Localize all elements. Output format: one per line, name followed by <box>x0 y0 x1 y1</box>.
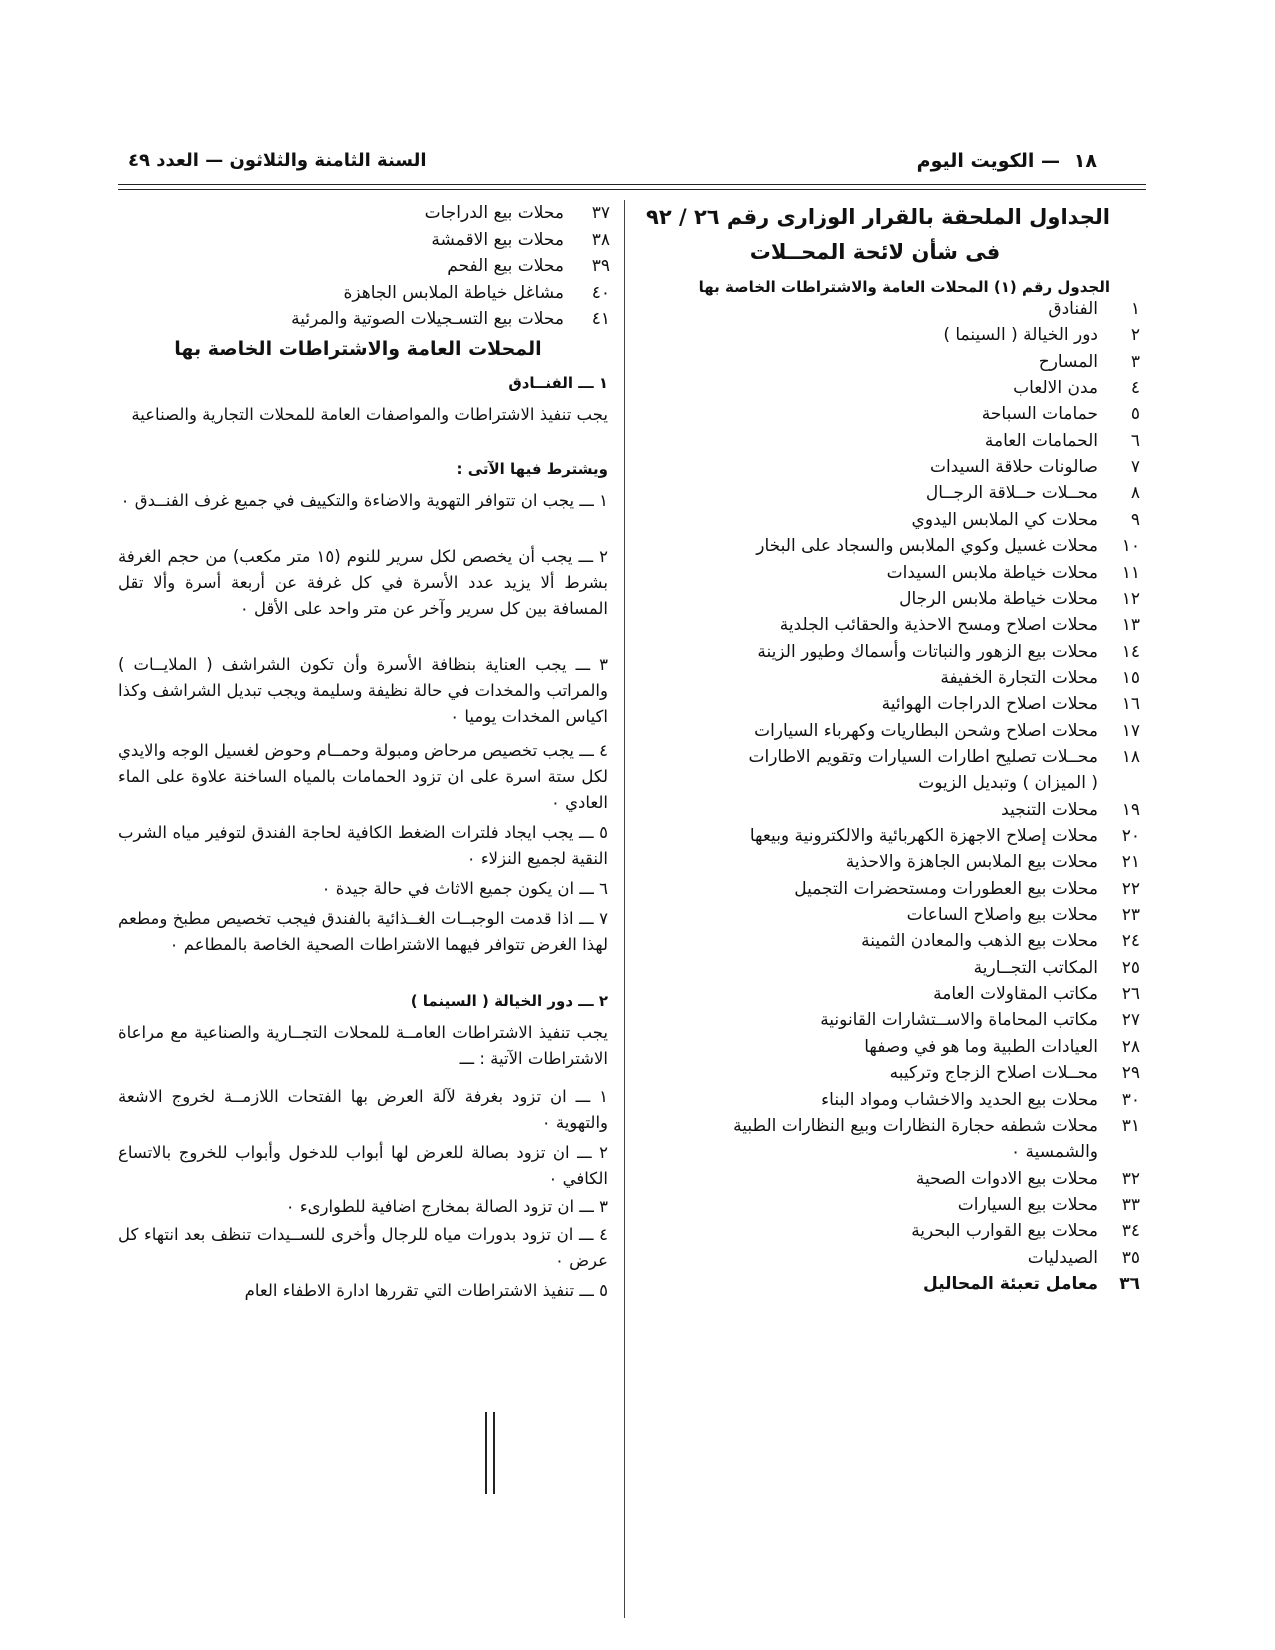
hotels-clause: ٣ ـــ يجب العناية بنظافة الأسرة وأن تكون الشراشف ( الملايــات ) والمراتب والمخدات في حالة نظيفة وسليمة ويجب تبديل الشراشف وكذا اكياس المخدات يوميا ٠ <box>118 655 608 727</box>
item-number: ٣١ <box>1121 1116 1140 1136</box>
cinema-clause: ٢ ـــ ان تزود بصالة للعرض لها أبواب للدخول وأبواب للخروج بالاتساع الكافي ٠ <box>118 1143 608 1189</box>
header-rule <box>118 184 1146 185</box>
item-number: ١٩ <box>1121 800 1140 820</box>
item-label: محــلات تصليح اطارات السيارات وتقويم الاطارات <box>748 747 1098 767</box>
item-number: ٥ <box>1130 404 1140 424</box>
item-label: محلات التنجيد <box>1001 800 1098 820</box>
item-number: ٢٠ <box>1121 826 1140 846</box>
item-number: ١٧ <box>1121 721 1140 741</box>
shop-type-item <box>630 691 1140 717</box>
item-label: مشاغل خياطة الملابس الجاهزة <box>343 283 564 303</box>
shop-type-item <box>630 639 1140 665</box>
shop-type-item <box>118 227 610 253</box>
item-label: محلات بيع الدراجات <box>424 203 564 223</box>
cinema-heading: ٢ ـــ دور الخيالة ( السينما ) <box>410 992 608 1010</box>
shop-type-item <box>118 200 610 226</box>
shop-type-item <box>630 1271 1140 1297</box>
shop-type-item <box>630 1113 1140 1139</box>
item-label: محلات التجارة الخفيفة <box>940 668 1098 688</box>
item-label: محلات خياطة ملابس الرجال <box>899 589 1098 609</box>
cinema-intro: يجب تنفيذ الاشتراطات العامــة للمحلات التجــارية والصناعية مع مراعاة الاشتراطات الآتية : ـــ <box>118 1023 608 1069</box>
shop-type-item <box>630 955 1140 981</box>
item-label: محلات بيع واصلاح الساعات <box>906 905 1098 925</box>
hotels-clause: ٤ ـــ يجب تخصيص مرحاض ومبولة وحمــام وحوض لغسيل الوجه والايدي لكل ستة اسرة على ان تزود الحمامات بالمياه الساخنة علاوة على الماء العادي ٠ <box>118 741 608 813</box>
item-number: ٦ <box>1130 431 1140 451</box>
cinema-clause: ٣ ـــ ان تزود الصالة بمخارج اضافية للطوارىء ٠ <box>285 1197 608 1216</box>
item-label: الفنادق <box>1048 299 1098 319</box>
shop-type-item <box>118 306 610 332</box>
item-label: والشمسية ٠ <box>1010 1142 1098 1162</box>
shop-type-item <box>118 253 610 279</box>
item-number: ٤ <box>1130 378 1140 398</box>
item-label: المسارح <box>1038 352 1098 372</box>
item-label: محلات بيع التسـجيلات الصوتية والمرئية <box>291 309 564 329</box>
item-number: ٤٠ <box>591 283 610 303</box>
shop-type-item <box>630 428 1140 454</box>
shop-type-item <box>630 322 1140 348</box>
item-label: محلات بيع الاقمشة <box>431 230 564 250</box>
item-number: ٣ <box>1130 352 1140 372</box>
item-number: ٣٧ <box>591 203 610 223</box>
item-number: ٨ <box>1130 483 1140 503</box>
shop-type-item <box>630 454 1140 480</box>
item-label: حمامات السباحة <box>981 404 1098 424</box>
shop-type-item <box>630 1218 1140 1244</box>
item-label: مدن الالعاب <box>1013 378 1098 398</box>
shop-type-item <box>630 1060 1140 1086</box>
item-number: ١ <box>1130 299 1140 319</box>
item-number: ٢١ <box>1121 852 1140 872</box>
column-divider <box>624 200 625 1618</box>
item-number: ١٥ <box>1121 668 1140 688</box>
item-number: ٣٨ <box>591 230 610 250</box>
item-label: دور الخيالة ( السينما ) <box>943 325 1098 345</box>
item-label: محلات غسيل وكوي الملابس والسجاد على البخار <box>756 536 1098 556</box>
shop-type-item <box>630 612 1140 638</box>
item-label: محلات بيع الذهب والمعادن الثمينة <box>861 931 1098 951</box>
item-label: محلات شطفه حجارة النظارات وبيع النظارات الطبية <box>733 1116 1098 1136</box>
publication-name: — الكويت اليوم <box>916 150 1060 172</box>
item-number: ١٤ <box>1121 642 1140 662</box>
hotels-clause: ١ ـــ يجب ان تتوافر التهوية والاضاءة والتكييف في جميع غرف الفنــدق ٠ <box>120 491 608 510</box>
item-number: ٣٢ <box>1121 1169 1140 1189</box>
item-label: محلات اصلاح وشحن البطاريات وكهرباء السيارات <box>754 721 1098 741</box>
shop-type-item <box>630 1139 1140 1165</box>
cinema-clause: ١ ـــ ان تزود بغرفة لآلة العرض بها الفتحات اللازمــة لخروج الاشعة والتهوية ٠ <box>118 1087 608 1133</box>
item-number: ٢ <box>1130 325 1140 345</box>
item-label: محلات اصلاح الدراجات الهوائية <box>881 694 1098 714</box>
shop-type-item <box>630 797 1140 823</box>
shop-type-item <box>630 480 1140 506</box>
item-number: ١٦ <box>1121 694 1140 714</box>
page-number: ١٨ <box>1073 150 1097 172</box>
item-label: الحمامات العامة <box>984 431 1098 451</box>
item-label: العيادات الطبية وما هو في وصفها <box>864 1037 1098 1057</box>
shop-type-item <box>630 1034 1140 1060</box>
shop-type-item <box>630 876 1140 902</box>
item-number: ٣٣ <box>1121 1195 1140 1215</box>
hotels-clause: ٧ ـــ اذا قدمت الوجبــات الغــذائية بالفندق فيجب تخصيص مطبخ ومطعم لهذا الغرض تتوافر فيهما الاشتراطات الصحية الخاصة بالمطاعم ٠ <box>118 909 608 955</box>
shop-type-item <box>630 1166 1140 1192</box>
item-number: ٢٨ <box>1121 1037 1140 1057</box>
item-label: محلات بيع الادوات الصحية <box>915 1169 1098 1189</box>
shop-type-item <box>630 533 1140 559</box>
section-heading: المحلات العامة والاشتراطات الخاصة بها <box>174 338 542 360</box>
item-label: معامل تعبئة المحاليل <box>923 1274 1098 1294</box>
item-number: ٢٤ <box>1121 931 1140 951</box>
item-number: ١٢ <box>1121 589 1140 609</box>
item-label: المكاتب التجــارية <box>973 958 1098 978</box>
shop-type-item <box>630 1087 1140 1113</box>
shop-type-item <box>630 718 1140 744</box>
shop-type-item <box>630 981 1140 1007</box>
item-number: ٣٦ <box>1119 1274 1140 1294</box>
shop-type-item <box>630 823 1140 849</box>
shop-type-item <box>630 560 1140 586</box>
item-label: محلات بيع السيارات <box>957 1195 1098 1215</box>
item-label: محــلات حــلاقة الرجــال <box>925 483 1098 503</box>
shop-type-item <box>630 665 1140 691</box>
item-number: ٢٣ <box>1121 905 1140 925</box>
item-label: محلات بيع الزهور والنباتات وأسماك وطيور الزينة <box>757 642 1098 662</box>
shop-type-item <box>630 375 1140 401</box>
item-number: ١٨ <box>1121 747 1140 767</box>
cinema-clause: ٤ ـــ ان تزود بدورات مياه للرجال وأخرى للســيدات تنظف بعد انتهاء كل عرض ٠ <box>118 1225 608 1271</box>
item-number: ٣٠ <box>1121 1090 1140 1110</box>
item-label: محلات اصلاح ومسح الاحذية والحقائب الجلدية <box>779 615 1098 635</box>
item-number: ٧ <box>1130 457 1140 477</box>
item-number: ٢٦ <box>1121 984 1140 1004</box>
item-number: ٢٢ <box>1121 879 1140 899</box>
item-number: ٢٧ <box>1121 1010 1140 1030</box>
item-label: محلات بيع العطورات ومستحضرات التجميل <box>794 879 1098 899</box>
issue-info: السنة الثامنة والثلاثون — العدد ٤٩ <box>128 150 427 171</box>
item-number: ٩ <box>1130 510 1140 530</box>
header-rule-thin <box>118 189 1146 190</box>
hotels-conditions-label: ويشترط فيها الآتى : <box>456 460 608 478</box>
shop-type-item <box>630 770 1140 796</box>
shop-type-item <box>630 296 1140 322</box>
item-label: ( الميزان ) وتبديل الزيوت <box>918 773 1098 793</box>
shop-type-item <box>630 1192 1140 1218</box>
item-number: ٢٥ <box>1121 958 1140 978</box>
shop-type-item <box>630 928 1140 954</box>
shop-type-item <box>118 280 610 306</box>
binding-mark <box>485 1412 495 1494</box>
item-label: الصيدليات <box>1027 1248 1098 1268</box>
shop-type-item <box>630 586 1140 612</box>
hotels-clause: ٦ ـــ ان يكون جميع الاثاث في حالة جيدة ٠ <box>321 879 608 898</box>
hotels-heading: ١ ـــ الفنــادق <box>508 374 608 392</box>
item-label: صالونات حلاقة السيدات <box>929 457 1098 477</box>
item-label: مكاتب المقاولات العامة <box>933 984 1098 1004</box>
item-label: محلات بيع الملابس الجاهزة والاحذية <box>845 852 1098 872</box>
shop-type-item <box>630 507 1140 533</box>
item-label: محلات بيع الفحم <box>447 256 564 276</box>
item-number: ١٠ <box>1121 536 1140 556</box>
item-label: محــلات اصلاح الزجاج وتركيبه <box>889 1063 1098 1083</box>
hotels-clause: ٥ ـــ يجب ايجاد فلترات الضغط الكافية لحاجة الفندق لتوفير مياه الشرب النقية لجميع النزلاء ٠ <box>118 823 608 869</box>
document-subtitle: فى شأن لائحة المحــلات <box>749 240 1001 264</box>
shop-type-item <box>630 744 1140 770</box>
item-label: محلات كي الملابس اليدوي <box>911 510 1098 530</box>
item-number: ٣٤ <box>1121 1221 1140 1241</box>
item-label: محلات بيع الحديد والاخشاب ومواد البناء <box>821 1090 1098 1110</box>
shop-type-item <box>630 849 1140 875</box>
item-number: ٢٩ <box>1121 1063 1140 1083</box>
table-caption: الجدول رقم (١) المحلات العامة والاشتراطات الخاصة بها <box>698 278 1110 296</box>
hotels-intro: يجب تنفيذ الاشتراطات والمواصفات العامة للمحلات التجارية والصناعية <box>131 405 608 424</box>
item-label: محلات خياطة ملابس السيدات <box>886 563 1098 583</box>
hotels-clause: ٢ ـــ يجب أن يخصص لكل سرير للنوم (١٥ متر مكعب) من حجم الغرفة بشرط ألا يزيد عدد الأسرة في كل غرفة عن أربعة أسرة وألا تقل المسافة بين كل سرير وآخر عن متر واحد على الأقل ٠ <box>118 547 608 619</box>
shop-type-item <box>630 1245 1140 1271</box>
item-number: ١١ <box>1121 563 1140 583</box>
item-number: ٣٩ <box>591 256 610 276</box>
shop-type-item <box>630 401 1140 427</box>
item-number: ٤١ <box>591 309 610 329</box>
item-number: ٣٥ <box>1121 1248 1140 1268</box>
shop-type-item <box>630 349 1140 375</box>
item-number: ١٣ <box>1121 615 1140 635</box>
document-title: الجداول الملحقة بالقرار الوزارى رقم ٢٦ / ٩٢ <box>646 205 1110 229</box>
item-label: مكاتب المحاماة والاســتشارات القانونية <box>820 1010 1098 1030</box>
cinema-clause: ٥ ـــ تنفيذ الاشتراطات التي تقررها ادارة الاطفاء العام <box>244 1281 608 1300</box>
item-label: محلات إصلاح الاجهزة الكهربائية والالكترونية وبيعها <box>749 826 1098 846</box>
item-label: محلات بيع القوارب البحرية <box>911 1221 1098 1241</box>
shop-type-item <box>630 902 1140 928</box>
shop-type-item <box>630 1007 1140 1033</box>
